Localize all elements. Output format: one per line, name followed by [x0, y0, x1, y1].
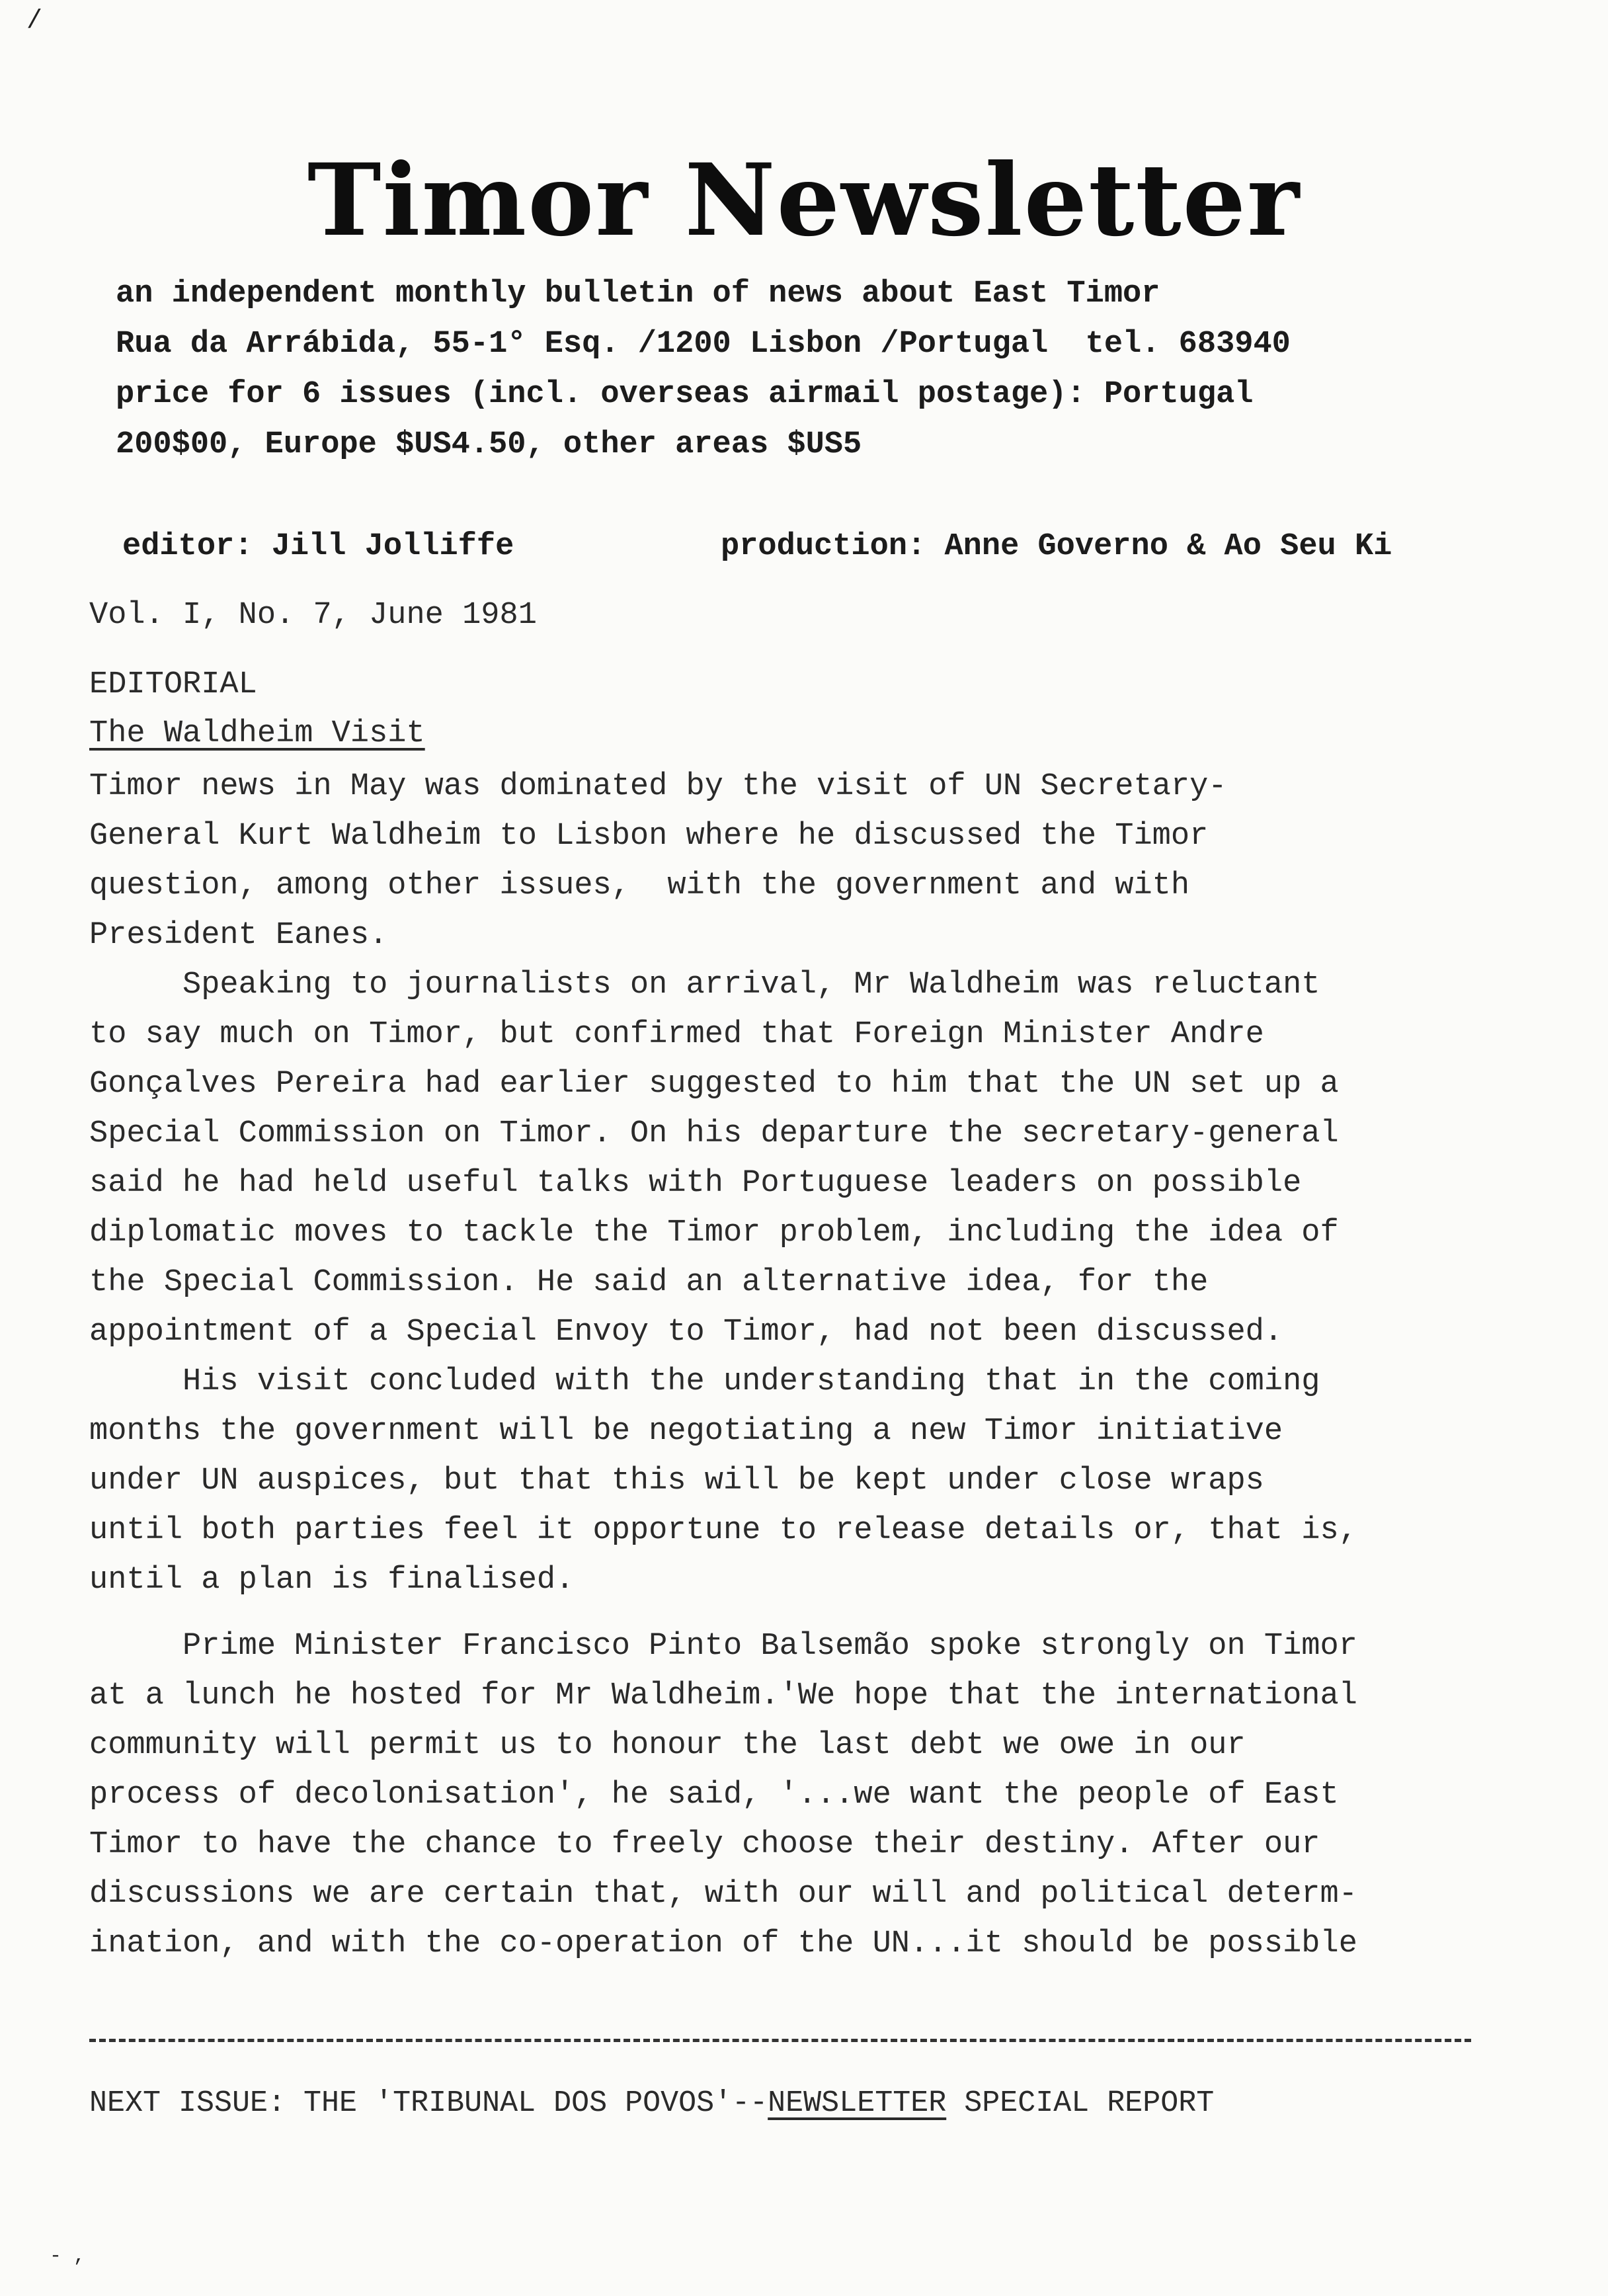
next-issue-notice — [89, 2086, 1214, 2120]
article-line: said he had held useful talks with Portuguese leaders on possible — [89, 1166, 1302, 1201]
article-line: the Special Commission. He said an alternative idea, for the — [89, 1265, 1209, 1300]
issue-volume: Vol. I, No. 7, June 1981 — [89, 598, 537, 633]
article-line: under UN auspices, but that this will be kept under close wraps — [89, 1463, 1264, 1498]
article-line: His visit concluded with the understanding that in the coming — [89, 1364, 1320, 1399]
production-credit: production: Anne Governo & Ao Seu Ki — [721, 529, 1392, 564]
article-line: diplomatic moves to tackle the Timor problem, including the idea of — [89, 1215, 1339, 1250]
article-line: Timor to have the chance to freely choose their destiny. After our — [89, 1827, 1320, 1862]
editor-credit: editor: Jill Jolliffe — [122, 529, 514, 564]
article-line: Special Commission on Timor. On his departure the secretary-general — [89, 1116, 1339, 1151]
article-headline: The Waldheim Visit — [89, 716, 425, 751]
article-line: to say much on Timor, but confirmed that Foreign Minister Andre — [89, 1017, 1264, 1052]
article-line: at a lunch he hosted for Mr Waldheim.'We hope that the international — [89, 1678, 1357, 1713]
header-subtitle: an independent monthly bulletin of news about East Timor — [116, 276, 1160, 311]
header-price-line-2: 200$00, Europe $US4.50, other areas $US5 — [116, 427, 862, 462]
article-line: Gonçalves Pereira had earlier suggested to him that the UN set up a — [89, 1067, 1339, 1102]
section-label: EDITORIAL — [89, 667, 257, 702]
next-issue-prefix: NEXT ISSUE: THE 'TRIBUNAL DOS POVOS'-- — [89, 2086, 768, 2120]
article-line: General Kurt Waldheim to Lisbon where he discussed the Timor — [89, 819, 1209, 854]
article-line: months the government will be negotiating a new Timor initiative — [89, 1414, 1283, 1449]
article-line: process of decolonisation', he said, '...we want the people of East — [89, 1778, 1339, 1813]
next-issue-suffix: SPECIAL REPORT — [946, 2086, 1215, 2120]
footer-divider — [89, 2039, 1471, 2042]
article-line: appointment of a Special Envoy to Timor, had not been discussed. — [89, 1315, 1283, 1350]
article-line: President Eanes. — [89, 918, 388, 953]
scan-mark-bottom: - , — [50, 2245, 86, 2268]
article-line: ination, and with the co-operation of the UN...it should be possible — [89, 1926, 1357, 1961]
header-address: Rua da Arrábida, 55-1° Esq. /1200 Lisbon /Portugal tel. 683940 — [116, 327, 1291, 362]
article-line: until a plan is finalised. — [89, 1563, 575, 1598]
header-price-line-1: price for 6 issues (incl. overseas airmail postage): Portugal — [116, 377, 1254, 412]
masthead-title: Timor Newsletter — [307, 142, 1301, 259]
next-issue-underlined: NEWSLETTER — [768, 2086, 947, 2120]
article-line: question, among other issues, with the government and with — [89, 868, 1190, 903]
scan-mark-top: / — [26, 7, 43, 36]
article-line: Timor news in May was dominated by the visit of UN Secretary- — [89, 769, 1227, 804]
article-line: until both parties feel it opportune to release details or, that is, — [89, 1513, 1357, 1548]
article-line: discussions we are certain that, with our will and political determ- — [89, 1877, 1357, 1912]
article-line: Speaking to journalists on arrival, Mr Waldheim was reluctant — [89, 967, 1320, 1003]
article-line: Prime Minister Francisco Pinto Balsemão spoke strongly on Timor — [89, 1629, 1357, 1664]
article-line: community will permit us to honour the last debt we owe in our — [89, 1728, 1246, 1763]
